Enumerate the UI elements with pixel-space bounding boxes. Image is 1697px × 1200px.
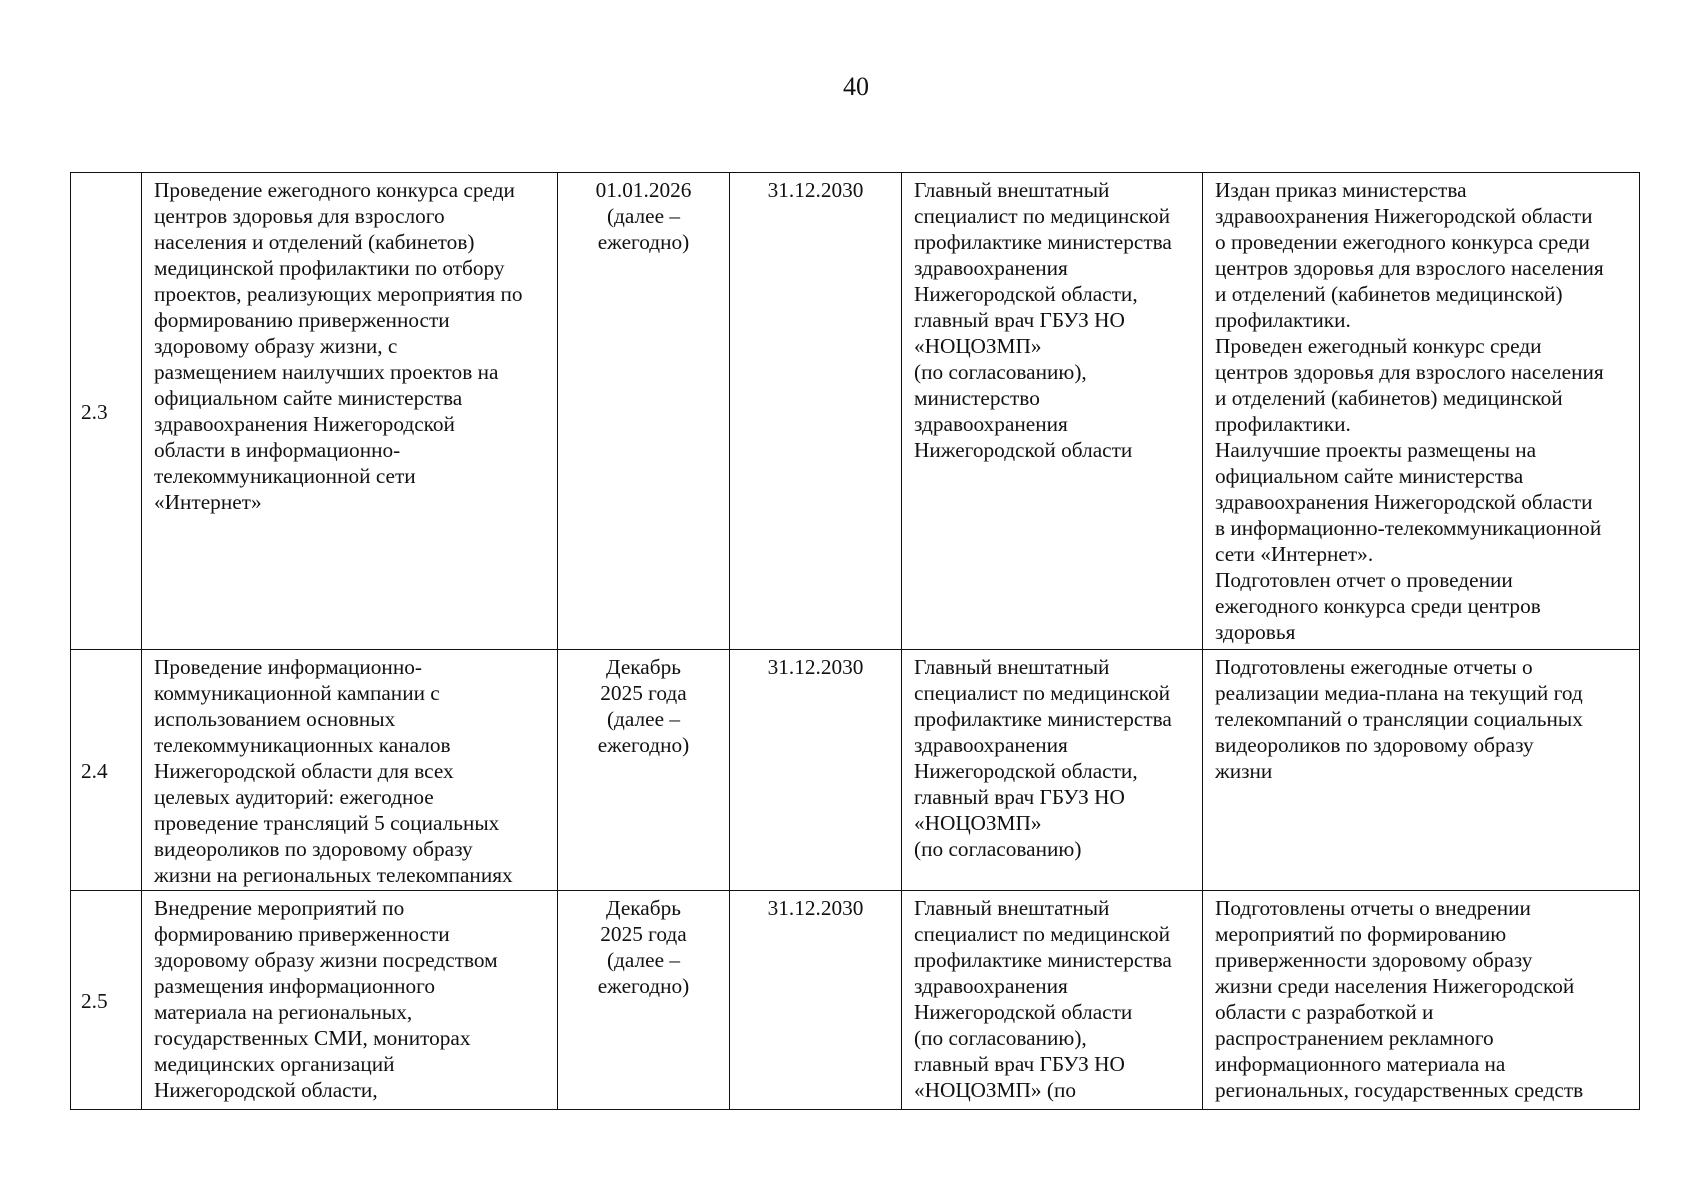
end-date: 31.12.2030: [730, 173, 902, 650]
expected-result: Издан приказ министерства здравоохранения Нижегородской области о проведении ежегодного конкурса среди центров здоровья для взрослого населения и отделений (кабинетов медицинской) профилактики. Проведен ежегодный конкурс среди центров здоровья для взрослого населения и отделений (кабинетов) медицинской профилактики. Наилучшие проекты размещены на официальном сайте министерства здравоохранения Нижегородской области в информационно-телекоммуникационной сети «Интернет». Подготовлен отчет о проведении ежегодного конкурса среди центров здоровья: [1203, 173, 1640, 650]
measures-table: [70, 172, 1640, 1110]
end-date: 31.12.2030: [730, 891, 902, 1110]
measure-description: Внедрение мероприятий по формированию приверженности здоровому образу жизни посредством размещения информационного материала на региональных, государственных СМИ, мониторах медицинских организаций Нижегородской области,: [142, 891, 558, 1110]
page-number: 40: [843, 72, 869, 101]
responsible-party: Главный внештатный специалист по медицинской профилактике министерства здравоохранения Нижегородской области (по согласованию), главный врач ГБУЗ НО «НОЦОЗМП» (по: [902, 891, 1203, 1110]
measure-description: Проведение ежегодного конкурса среди центров здоровья для взрослого населения и отделений (кабинетов) медицинской профилактики по отбору проектов, реализующих мероприятия по формированию приверженности здоровому образу жизни, с размещением наилучших проектов на официальном сайте министерства здравоохранения Нижегородской области в информационно- телекоммуникационной сети «Интернет»: [142, 173, 558, 650]
responsible-party: Главный внештатный специалист по медицинской профилактике министерства здравоохранения Нижегородской области, главный врач ГБУЗ НО «НОЦОЗМП» (по согласованию): [902, 650, 1203, 891]
expected-result: Подготовлены отчеты о внедрении мероприятий по формированию приверженности здоровому образу жизни среди населения Нижегородской области с разработкой и распространением рекламного информационного материала на региональных, государственных средств: [1203, 891, 1640, 1110]
end-date: 31.12.2030: [730, 650, 902, 891]
start-date: Декабрь 2025 года (далее – ежегодно): [558, 650, 730, 891]
row-number: 2.3: [71, 173, 142, 650]
expected-result: Подготовлены ежегодные отчеты о реализации медиа-плана на текущий год телекомпаний о трансляции социальных видеороликов по здоровому образу жизни: [1203, 650, 1640, 891]
row-number: 2.4: [71, 650, 142, 891]
row-number: 2.5: [71, 891, 142, 1110]
measure-description: Проведение информационно- коммуникационной кампании с использованием основных телекоммуникационных каналов Нижегородской области для всех целевых аудиторий: ежегодное проведение трансляций 5 социальных видеороликов по здоровому образу жизни на региональных телекомпаниях: [142, 650, 558, 891]
start-date: 01.01.2026 (далее – ежегодно): [558, 173, 730, 650]
table-row: [71, 173, 1640, 650]
table-row: [71, 891, 1640, 1110]
responsible-party: Главный внештатный специалист по медицинской профилактике министерства здравоохранения Нижегородской области, главный врач ГБУЗ НО «НОЦОЗМП» (по согласованию), министерство здравоохранения Нижегородской области: [902, 173, 1203, 650]
table-row: [71, 650, 1640, 891]
start-date: Декабрь 2025 года (далее – ежегодно): [558, 891, 730, 1110]
